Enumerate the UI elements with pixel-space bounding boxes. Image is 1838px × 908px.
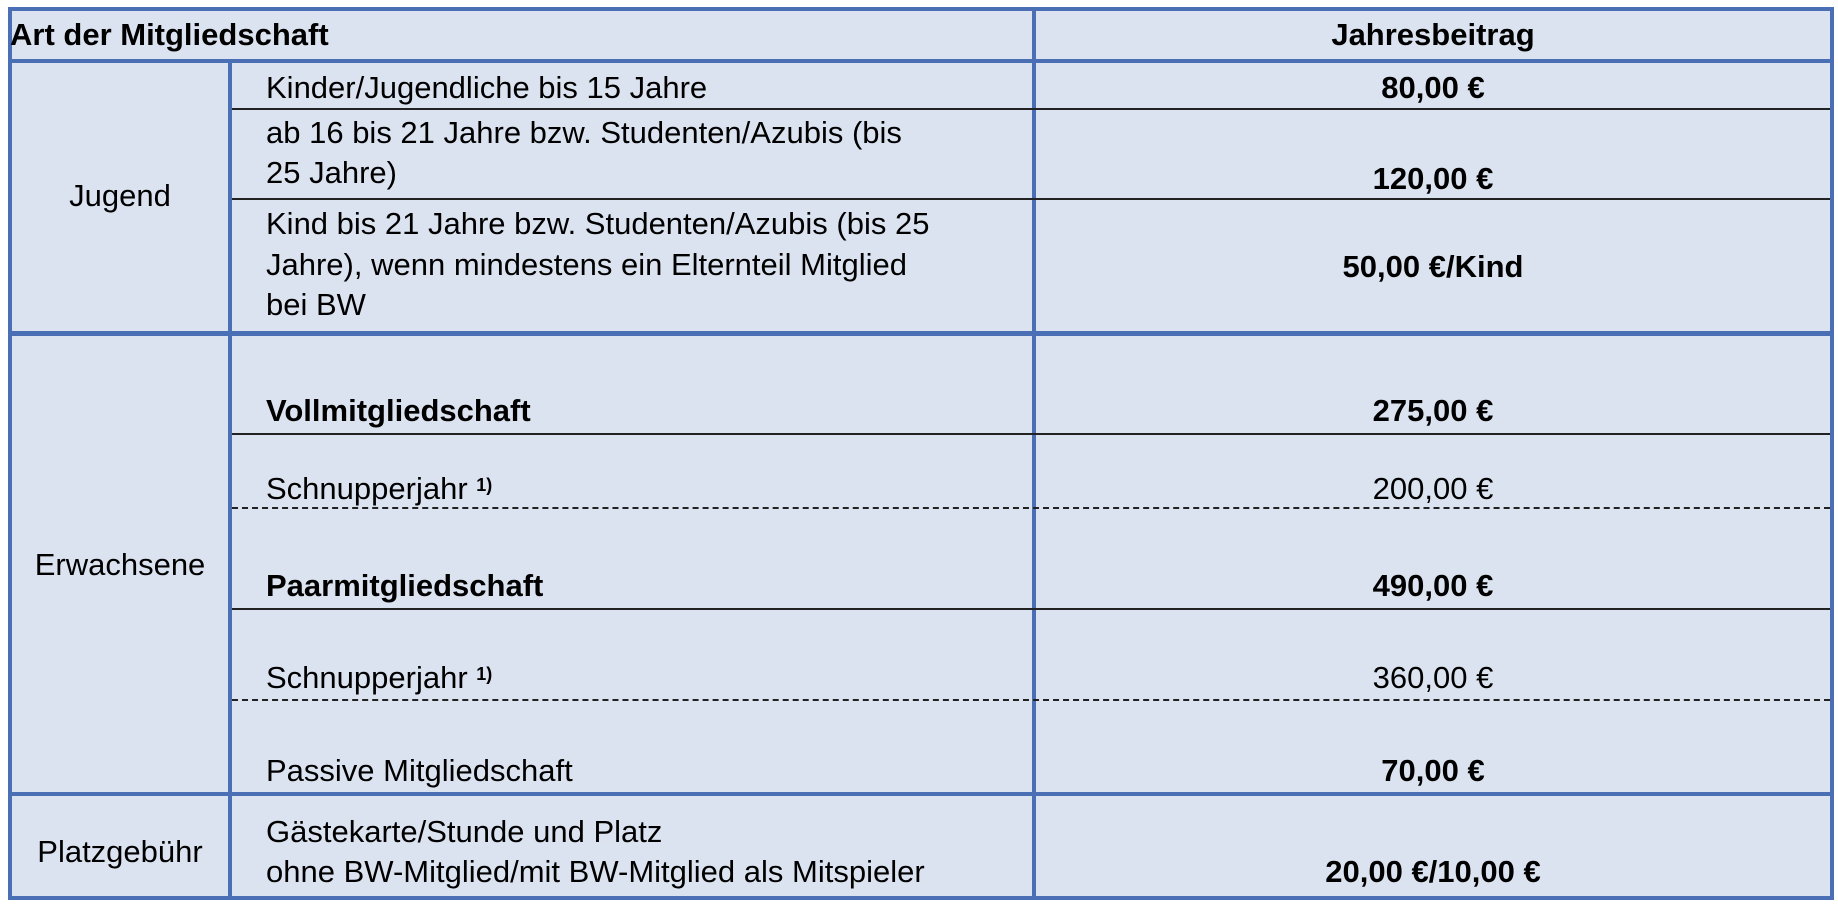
row-fee: 70,00 € bbox=[1381, 753, 1485, 788]
row-fee: 360,00 € bbox=[1372, 660, 1494, 695]
row-label-text: Schnupperjahr bbox=[266, 660, 468, 695]
row-label: Passive Mitgliedschaft bbox=[266, 753, 573, 788]
row-divider bbox=[232, 108, 1830, 110]
row-divider bbox=[232, 433, 1830, 435]
row-divider bbox=[232, 608, 1830, 610]
row-label-line: 25 Jahre) bbox=[266, 155, 397, 190]
membership-fee-table bbox=[8, 7, 1834, 900]
header-membership-type: Art der Mitgliedschaft bbox=[10, 17, 329, 52]
table-border-left bbox=[8, 7, 12, 900]
row-label-line: bei BW bbox=[266, 287, 366, 322]
row-label-line: Kind bis 21 Jahre bzw. Studenten/Azubis (bis 25 bbox=[266, 206, 930, 241]
row-fee: 120,00 € bbox=[1372, 161, 1494, 196]
row-fee: 490,00 € bbox=[1372, 568, 1494, 603]
row-label: Kinder/Jugendliche bis 15 Jahre bbox=[266, 70, 708, 105]
row-divider-dashed bbox=[232, 507, 1830, 509]
header-divider bbox=[8, 59, 1834, 63]
row-fee: 80,00 € bbox=[1381, 70, 1485, 105]
row-label: Paarmitgliedschaft bbox=[266, 568, 544, 603]
row-fee: 50,00 €/Kind bbox=[1342, 249, 1524, 284]
row-divider-dashed bbox=[232, 699, 1830, 701]
group-label-jugend: Jugend bbox=[69, 178, 171, 213]
row-fee: 200,00 € bbox=[1372, 471, 1494, 506]
row-divider bbox=[232, 198, 1830, 200]
row-label: Vollmitgliedschaft bbox=[266, 393, 531, 428]
group-divider-jugend bbox=[8, 331, 1834, 336]
row-label-line: Gästekarte/Stunde und Platz bbox=[266, 814, 663, 849]
footnote-marker: 1) bbox=[476, 475, 493, 495]
table-border-bottom bbox=[8, 896, 1834, 900]
table-border-right bbox=[1830, 7, 1834, 900]
header-annual-fee: Jahresbeitrag bbox=[1331, 17, 1535, 52]
row-label-line: ab 16 bis 21 Jahre bzw. Studenten/Azubis (bis bbox=[266, 115, 902, 150]
row-label-line: ohne BW-Mitglied/mit BW-Mitglied als Mitspieler bbox=[266, 854, 925, 889]
group-divider-erwachsene bbox=[8, 792, 1834, 796]
row-label-schnupperjahr bbox=[266, 471, 492, 507]
row-fee: 275,00 € bbox=[1372, 393, 1494, 428]
column-divider-subtype bbox=[228, 60, 232, 900]
group-label-platzgebuehr: Platzgebühr bbox=[37, 834, 203, 869]
table-border-top bbox=[8, 7, 1834, 11]
row-fee: 20,00 €/10,00 € bbox=[1325, 854, 1541, 889]
group-label-erwachsene: Erwachsene bbox=[34, 547, 206, 582]
row-label-schnupperjahr bbox=[266, 660, 492, 696]
row-label-line: Jahre), wenn mindestens ein Elternteil Mitglied bbox=[266, 247, 907, 282]
row-label-text: Schnupperjahr bbox=[266, 471, 468, 506]
footnote-marker: 1) bbox=[476, 664, 493, 684]
